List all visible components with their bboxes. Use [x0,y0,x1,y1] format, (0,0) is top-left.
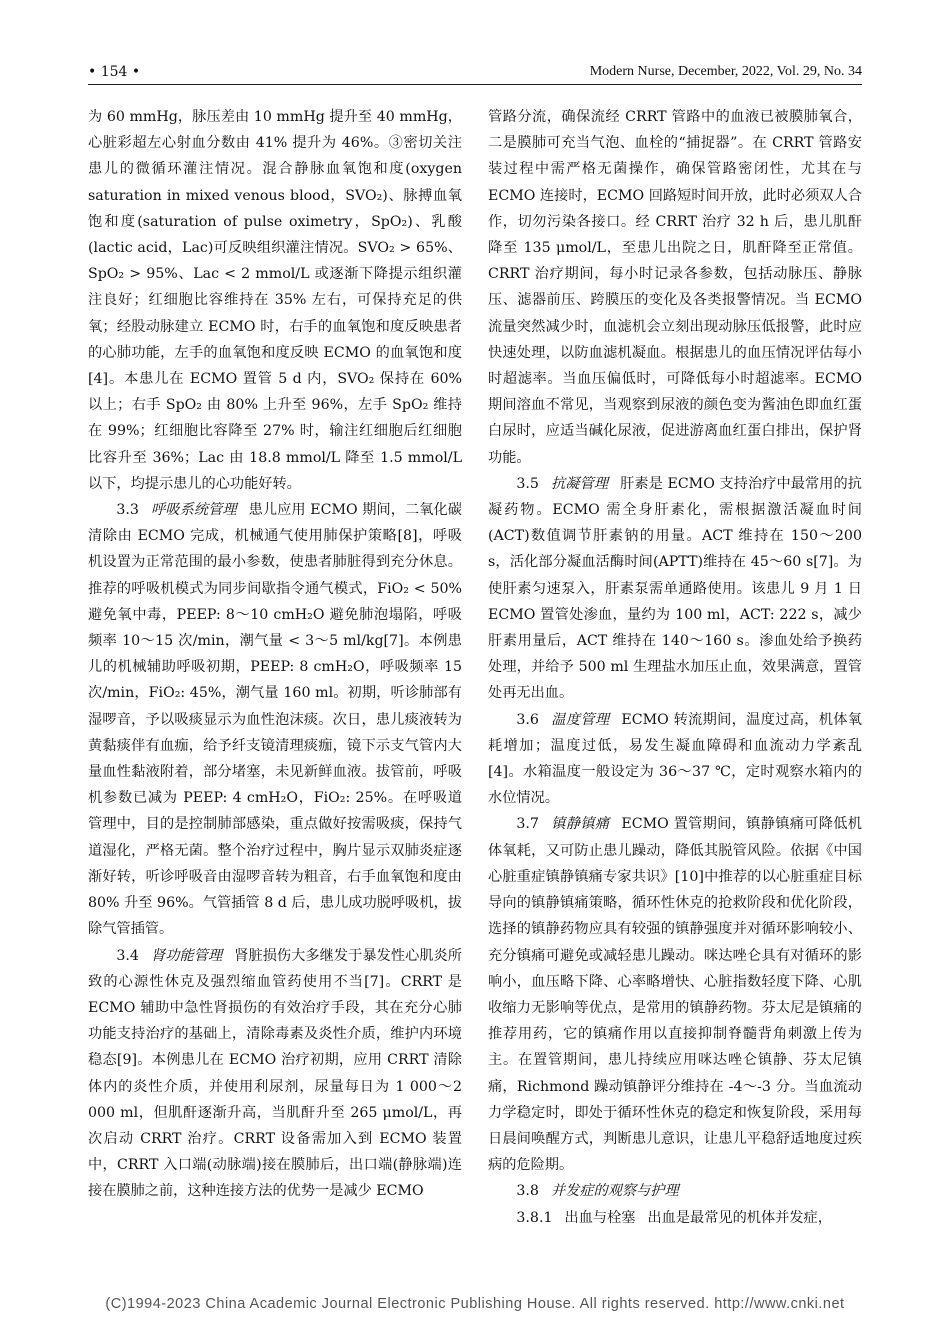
section-number: 3.7 [516,816,539,833]
section-title: 并发症的观察与护理 [550,1183,679,1200]
section-3-3 [88,497,462,942]
section-title: 呼吸系统管理 [150,502,237,519]
section-title: 镇静镇痛 [550,816,610,833]
section-number: 3.3 [116,502,139,519]
section-text: 出血是最常见的机体并发症， [647,1209,832,1226]
section-number: 3.4 [116,947,139,964]
section-3-5 [488,471,862,707]
page-header [88,60,862,85]
section-text: ECMO 置管期间，镇静镇痛可降低机体氧耗，又可防止患儿躁动，降低其脱管风险。依据《中国心脏重症镇静镇痛专家共识》[10]中推荐的以心脏重症目标导向的镇静镇痛策略，循环性休克的抢救阶段和优化阶段，选择的镇静药物应具有较强的镇静强度并对循环影响较小、充分镇痛可避免或减轻患儿躁动。咪达唑仑具有对循环的影响小，血压略下降、心率略增快、心脏指数轻度下降、心肌收缩力无影响等优点，是常用的镇静药物。芬太尼是镇痛的推荐用药，它的镇痛作用以直接抑制脊髓背角刺激上传为主。在置管期间，患儿持续应用咪达唑仑镇静、芬太尼镇痛，Richmond 躁动镇静评分维持在 -4～-3 分。当血流动力学稳定时，即处于循环性休克的稳定和恢复阶段，采用每日晨间唤醒方式，判断患儿意识，让患儿平稳舒适地度过疾病的危险期。 [488,816,862,1174]
section-3-4 [88,943,462,1205]
section-text: 患儿应用 ECMO 期间，二氧化碳清除由 ECMO 完成，机械通气使用肺保护策略[8]，呼吸机设置为正常范围的最小参数，使患者肺脏得到充分休息。推荐的呼吸机模式为同步间歇指令通气模式，FiO₂ < 50% 避免氧中毒，PEEP: 8～10 cmH₂O 避免肺泡塌陷，呼吸频率 10～15 次/min，潮气量 < 3～5 ml/kg[7]。本例患儿的机械辅助呼吸初期，PEEP: 8 cmH₂O，呼吸频率 15 次/min，FiO₂: 45%，潮气量 160 ml。初期，听诊肺部有湿啰音，予以吸痰显示为血性泡沫痰。次日，患儿痰液转为黄黏痰伴有血痂，给予纤支镜清理痰痂，镜下示支气管内大量血性黏液附着，部分堵塞，未见新鲜血液。拔管前，呼吸机参数已减为 PEEP: 4 cmH₂O，FiO₂: 25%。在呼吸道管理中，目的是控制肺部感染，重点做好按需吸痰，保持气道湿化，严格无菌。整个治疗过程中，胸片显示双肺炎症逐渐好转，听诊呼吸音由湿啰音转为粗音，右手血氧饱和度由 80% 升至 96%。气管插管 8 d 后，患儿成功脱呼吸机，拔除气管插管。 [88,502,462,938]
section-title: 温度管理 [550,711,610,728]
section-text: 肾脏损伤大多继发于暴发性心肌炎所致的心源性休克及强烈缩血管药使用不当[7]。CRRT 是 ECMO 辅助中急性肾损伤的有效治疗手段，其在充分心肺功能支持治疗的基础上，清除毒素及炎性介质，维护内环境稳态[9]。本例患儿在 ECMO 治疗初期，应用 CRRT 清除体内的炎性介质，并使用利尿剂，尿量每日为 1 000～2 000 ml，但肌酐逐渐升高，当肌酐升至 265 μmol/L，再次启动 CRRT 治疗。CRRT 设备需加入到 ECMO 装置中，CRRT 入口端(动脉端)接在膜肺后，出口端(静脉端)连接在膜肺之前，这种连接方法的优势一是减少 ECMO [88,947,462,1200]
section-text: 肝素是 ECMO 支持治疗中最常用的抗凝药物。ECMO 需全身肝素化，需根据激活凝血时间(ACT)数值调节肝素钠的用量。ACT 维持在 150～200 s，活化部分凝血活酶时间(APTT)维持在 45～60 s[7]。为使肝素匀速泵入，肝素泵需单通路使用。该患儿 9 月 1 日 ECMO 置管处渗血，量约为 100 ml，ACT: 222 s，减少肝素用量后，ACT 维持在 140～160 s。渗血处给予换药处理，并给予 500 ml 生理盐水加压止血，效果满意，置管处再无出血。 [488,475,862,702]
section-3-6 [488,707,862,812]
section-title: 肾功能管理 [150,947,223,964]
section-3-7 [488,811,862,1178]
section-number: 3.8.1 [516,1209,553,1226]
journal-citation: Modern Nurse, December, 2022, Vol. 29, No. 34 [589,64,862,79]
copyright-footer: (C)1994-2023 China Academic Journal Electronic Publishing House. All rights reserved. http://www.cnki.net [105,1296,845,1312]
left-column [88,104,462,1205]
right-column [488,104,862,1231]
page-number: • 154 • [88,64,141,80]
section-3-8-1 [488,1205,862,1231]
section-text: ECMO 转流期间，温度过高，机体氧耗增加；温度过低，易发生凝血障碍和血流动力学紊乱[4]。水箱温度一般设定为 36～37 ℃，定时观察水箱内的水位情况。 [488,711,862,807]
paragraph-continued: 为 60 mmHg，脉压差由 10 mmHg 提升至 40 mmHg，心脏彩超左心射血分数由 41% 提升为 46%。③密切关注患儿的微循环灌注情况。混合静脉血氧饱和度(oxygen saturation in mixed venous blood，SVO₂)、脉搏血氧饱和度(saturation of pulse oximetry，SpO₂)、乳酸(lactic acid，Lac)可反映组织灌注情况。SVO₂ > 65%、SpO₂ > 95%、Lac < 2 mmol/L 或逐渐下降提示组织灌注良好；红细胞比容维持在 35% 左右，可保持充足的供氧；经股动脉建立 ECMO 时，右手的血氧饱和度反映患者的心肺功能，左手的血氧饱和度反映 ECMO 的血氧饱和度[4]。本患儿在 ECMO 置管 5 d 内，SVO₂ 保持在 60% 以上；右手 SpO₂ 由 80% 上升至 96%，左手 SpO₂ 维持在 99%；红细胞比容降至 27% 时，输注红细胞后红细胞比容升至 36%；Lac 由 18.8 mmol/L 降至 1.5 mmol/L 以下，均提示患儿的心功能好转。 [88,109,462,492]
section-title: 出血与栓塞 [564,1209,636,1226]
section-title: 抗凝管理 [550,475,609,492]
paragraph-continued: 管路分流，确保流经 CRRT 管路中的血液已被膜肺氧合，二是膜肺可充当气泡、血栓的“捕捉器”。在 CRRT 管路安装过程中需严格无菌操作，确保管路密闭性，尤其在与 ECMO 连接时，ECMO 回路短时间开放，此时必须双人合作，切勿污染各接口。经 CRRT 治疗 32 h 后，患儿肌酐降至 135 μmol/L，至患儿出院之日，肌酐降至正常值。CRRT 治疗期间，每小时记录各参数，包括动脉压、静脉压、滤器前压、跨膜压的变化及各类报警情况。当 ECMO 流量突然减少时，血滤机会立刻出现动脉压低报警，此时应快速处理，以防血滤机凝血。根据患儿的血压情况评估每小时超滤率。当血压偏低时，可降低每小时超滤率。ECMO 期间溶血不常见，当观察到尿液的颜色变为酱油色即血红蛋白尿时，应适当碱化尿液，促进游离血红蛋白排出，保护肾功能。 [488,109,862,466]
section-number: 3.8 [516,1183,539,1200]
section-3-8-heading [488,1178,862,1204]
section-number: 3.6 [516,711,539,728]
section-number: 3.5 [516,475,539,492]
